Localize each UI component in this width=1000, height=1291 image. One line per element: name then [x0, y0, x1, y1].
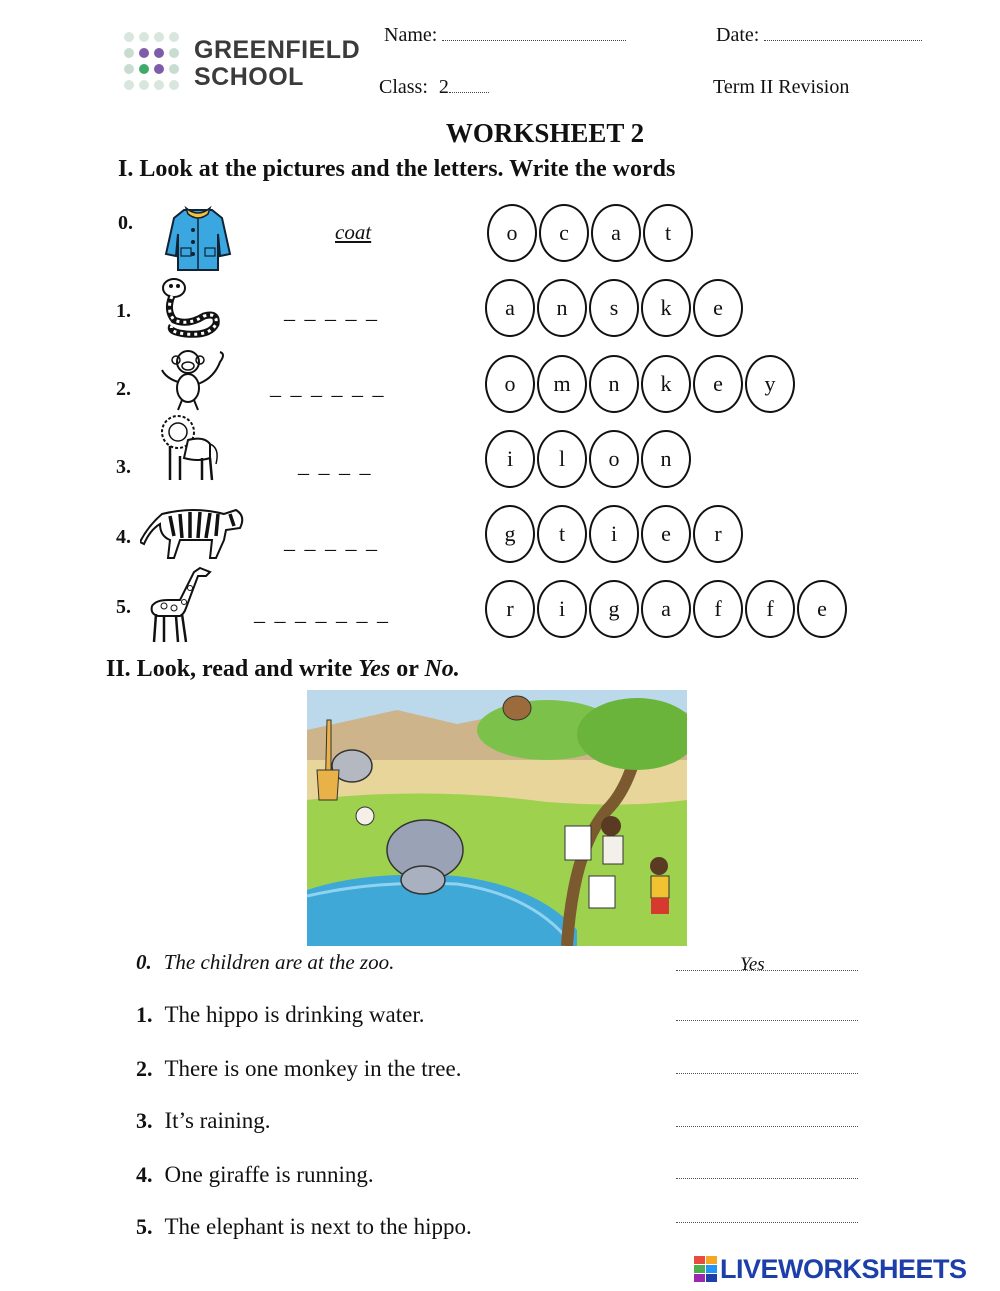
snake-icon: [158, 276, 224, 342]
letter-bubble: t: [643, 204, 693, 262]
section2-title: [106, 656, 460, 683]
question-row-0: [136, 950, 394, 975]
letters-row-3: [485, 430, 693, 488]
letters-row-4: [485, 505, 745, 563]
item-number: 5.: [116, 596, 131, 618]
class-value: 2: [438, 76, 449, 98]
letter-bubble: e: [693, 279, 743, 337]
example-answer-yes: Yes: [740, 954, 765, 975]
letter-bubble: i: [537, 580, 587, 638]
no-word: No.: [424, 656, 460, 682]
letter-bubble: e: [641, 505, 691, 563]
letter-bubble: a: [641, 580, 691, 638]
letter-bubble: r: [693, 505, 743, 563]
question-text: The elephant is next to the hippo.: [164, 1214, 472, 1239]
answer-blanks[interactable]: _ _ _ _ _: [284, 298, 379, 323]
name-field[interactable]: [384, 24, 626, 47]
letter-bubble: i: [589, 505, 639, 563]
name-line[interactable]: [442, 40, 626, 41]
school-logo: [122, 30, 362, 96]
coat-icon: [162, 204, 234, 274]
date-field[interactable]: [716, 24, 922, 47]
date-line[interactable]: [764, 40, 922, 41]
question-number: 1.: [136, 1002, 153, 1027]
answer-blanks[interactable]: _ _ _ _ _ _: [270, 374, 386, 399]
answer-line[interactable]: [676, 970, 858, 971]
question-number: 4.: [136, 1162, 153, 1187]
letter-bubble: l: [537, 430, 587, 488]
worksheet-title: WORKSHEET 2: [445, 118, 645, 148]
letter-bubble: g: [589, 580, 639, 638]
class-label: Class:: [379, 76, 428, 98]
letter-bubble: a: [485, 279, 535, 337]
letters-row-1: [485, 279, 745, 337]
lion-icon: [158, 414, 224, 484]
letter-bubble: o: [485, 355, 535, 413]
letter-bubble: m: [537, 355, 587, 413]
letter-bubble: s: [589, 279, 639, 337]
item-number: 1.: [116, 300, 131, 322]
letter-bubble: r: [485, 580, 535, 638]
monkey-icon: [154, 348, 230, 412]
question-number: 3.: [136, 1108, 153, 1133]
letter-bubble: o: [589, 430, 639, 488]
item-number: 4.: [116, 526, 131, 548]
letter-bubble: t: [537, 505, 587, 563]
class-line[interactable]: [449, 92, 489, 93]
example-answer: coat: [335, 220, 372, 244]
letter-bubble: f: [693, 580, 743, 638]
question-row-4: [136, 1162, 374, 1188]
question-number: 5.: [136, 1214, 153, 1239]
school-name-line2: SCHOOL: [194, 63, 304, 91]
item-number: 2.: [116, 378, 131, 400]
question-row-1: [136, 1002, 425, 1028]
letter-bubble: c: [539, 204, 589, 262]
letter-bubble: o: [487, 204, 537, 262]
answer-line[interactable]: [676, 1020, 858, 1021]
letter-bubble: n: [537, 279, 587, 337]
section2-title-prefix: II. Look, read and write: [106, 656, 359, 682]
question-text: There is one monkey in the tree.: [164, 1056, 462, 1081]
letter-bubble: n: [589, 355, 639, 413]
question-text: It’s raining.: [164, 1108, 271, 1133]
tiger-icon: [140, 500, 248, 562]
liveworksheets-text: LIVEWORKSHEETS: [720, 1254, 967, 1284]
term-label: Term II Revision: [713, 76, 850, 98]
letter-bubble: a: [591, 204, 641, 262]
answer-blanks[interactable]: _ _ _ _ _ _ _: [254, 600, 390, 625]
or-word: or: [390, 656, 425, 682]
item-number: 3.: [116, 456, 131, 478]
logo-dots-icon: [122, 30, 182, 96]
giraffe-icon: [144, 564, 216, 644]
liveworksheets-logo[interactable]: [694, 1254, 994, 1286]
letters-row-2: [485, 355, 797, 413]
name-label: Name:: [384, 24, 438, 46]
section1-title: I. Look at the pictures and the letters. Write the words: [118, 156, 676, 182]
letter-bubble: k: [641, 279, 691, 337]
letter-bubble: i: [485, 430, 535, 488]
school-name-line1: GREENFIELD: [194, 36, 361, 64]
letter-bubble: n: [641, 430, 691, 488]
letters-row-0: [487, 204, 695, 262]
answer-line[interactable]: [676, 1073, 858, 1074]
answer-blanks[interactable]: _ _ _ _ _: [284, 528, 379, 553]
letter-bubble: e: [693, 355, 743, 413]
letters-row-5: [485, 580, 849, 638]
letter-bubble: y: [745, 355, 795, 413]
date-label: Date:: [716, 24, 760, 46]
letter-bubble: e: [797, 580, 847, 638]
answer-line[interactable]: [676, 1222, 858, 1223]
yes-word: Yes: [358, 656, 391, 682]
question-text: The hippo is drinking water.: [164, 1002, 425, 1027]
liveworksheets-blocks-icon: [694, 1256, 718, 1284]
answer-line[interactable]: [676, 1178, 858, 1179]
letter-bubble: f: [745, 580, 795, 638]
answer-line[interactable]: [676, 1126, 858, 1127]
question-number: 0.: [136, 950, 152, 974]
question-row-5: [136, 1214, 472, 1240]
question-row-3: [136, 1108, 271, 1134]
question-text: One giraffe is running.: [164, 1162, 374, 1187]
answer-blanks[interactable]: _ _ _ _: [298, 452, 373, 477]
question-text: The children are at the zoo.: [163, 950, 395, 974]
class-field[interactable]: [379, 76, 489, 99]
item-number: 0.: [118, 212, 133, 234]
zoo-scene-illustration: [307, 690, 687, 946]
letter-bubble: g: [485, 505, 535, 563]
question-number: 2.: [136, 1056, 153, 1081]
letter-bubble: k: [641, 355, 691, 413]
question-row-2: [136, 1056, 461, 1082]
